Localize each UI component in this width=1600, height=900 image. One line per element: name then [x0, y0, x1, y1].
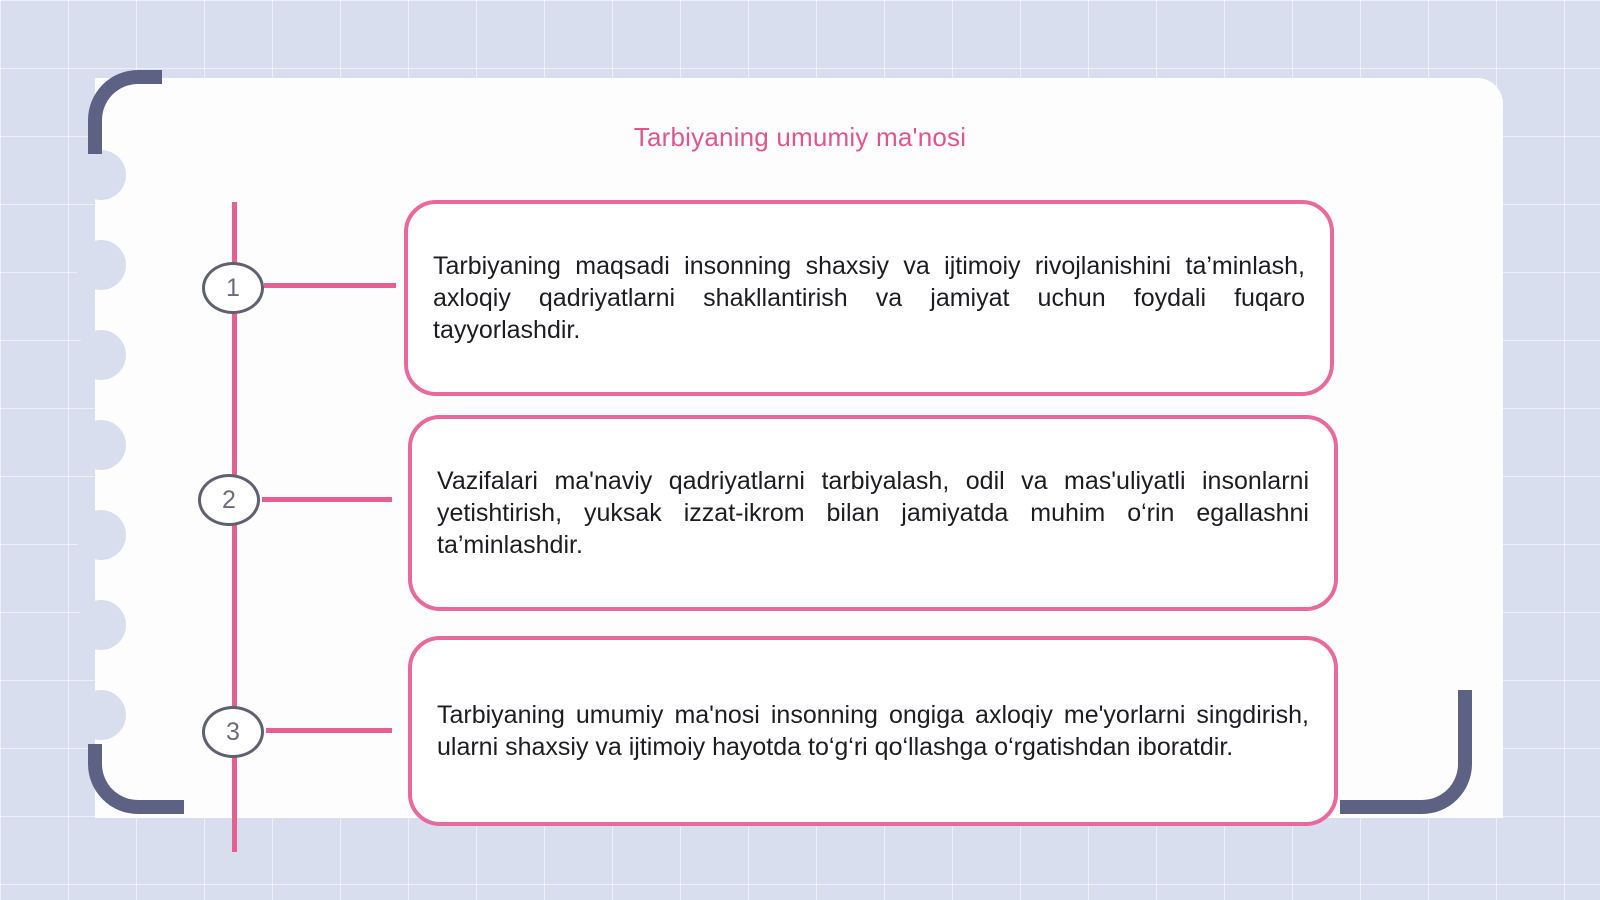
content-card — [404, 200, 1334, 396]
paper-notch — [76, 510, 126, 560]
paper-notch — [76, 150, 126, 200]
paper-notch — [76, 420, 126, 470]
paper-notch — [76, 330, 126, 380]
card-text: Tarbiyaning umumiy ma'nosi insonning ongiga axloqiy me'yorlarni singdirish, ularni shaxsiy va ijtimoiy hayotda to‘g‘ri qo‘llashga o‘rgatishdan iboratdir. — [437, 701, 1309, 761]
step-number-badge: 1 — [202, 262, 264, 314]
step-number-badge: 3 — [202, 706, 264, 758]
connector-line — [264, 283, 396, 288]
slide-title: Tarbiyaning umumiy ma'nosi — [633, 122, 967, 152]
connector-line — [262, 497, 392, 502]
corner-bracket-bottom-right — [1340, 690, 1472, 814]
content-card — [408, 636, 1338, 826]
card-text: Tarbiyaning maqsadi insonning shaxsiy va ijtimoiy rivojlanishini ta’minlash, axloqiy qadriyatlarni shakllantirish va jamiyat uchun foydali fuqaro tayyorlashdir. — [433, 252, 1305, 344]
paper-notch — [76, 690, 126, 740]
connector-line — [266, 728, 392, 733]
card-text: Vazifalari ma'naviy qadriyatlarni tarbiyalash, odil va mas'uliyatli insonlarni yetishtirish, yuksak izzat-ikrom bilan jamiyatda muhim o‘rin egallashni ta’minlashdir. — [437, 467, 1309, 559]
step-number-badge: 2 — [198, 474, 260, 526]
paper-notch — [76, 240, 126, 290]
content-card — [408, 415, 1338, 611]
paper-notch — [76, 600, 126, 650]
